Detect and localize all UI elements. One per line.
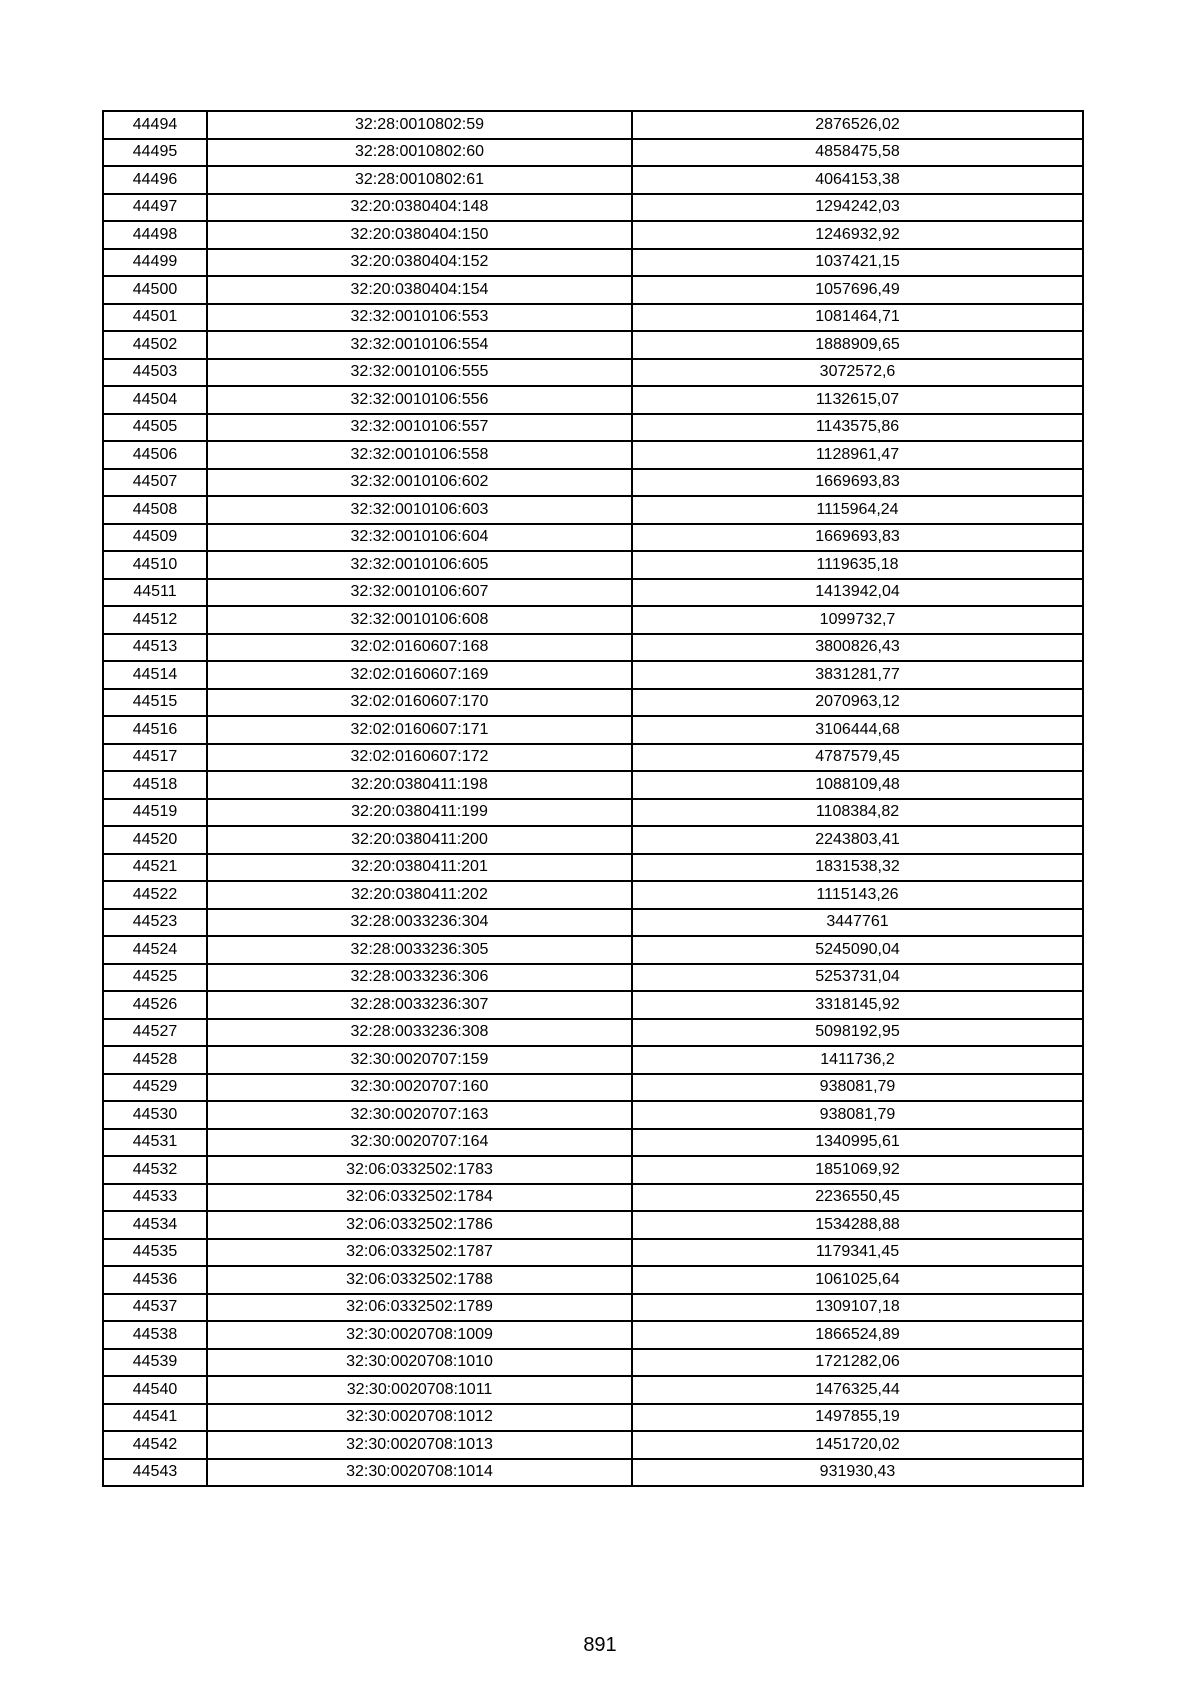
table-row <box>103 304 1083 332</box>
row-number-cell: 44538 <box>103 1321 207 1349</box>
cadastral-value-cell: 1179341,45 <box>632 1239 1083 1267</box>
row-number-cell: 44515 <box>103 689 207 717</box>
table-row <box>103 1074 1083 1102</box>
cadastral-value-cell: 1851069,92 <box>632 1156 1083 1184</box>
row-number-cell: 44520 <box>103 826 207 854</box>
row-number-cell: 44509 <box>103 524 207 552</box>
cadastral-value-cell: 1057696,49 <box>632 276 1083 304</box>
cadastral-value-cell: 1866524,89 <box>632 1321 1083 1349</box>
row-number-cell: 44531 <box>103 1129 207 1157</box>
cadastral-number-cell: 32:06:0332502:1787 <box>207 1239 632 1267</box>
row-number-cell: 44517 <box>103 744 207 772</box>
cadastral-value-cell: 1411736,2 <box>632 1046 1083 1074</box>
cadastral-value-cell: 1088109,48 <box>632 771 1083 799</box>
row-number-cell: 44537 <box>103 1294 207 1322</box>
table-row <box>103 386 1083 414</box>
cadastral-number-cell: 32:20:0380411:200 <box>207 826 632 854</box>
table-row <box>103 744 1083 772</box>
cadastral-number-cell: 32:32:0010106:555 <box>207 359 632 387</box>
cadastral-value-cell: 1451720,02 <box>632 1431 1083 1459</box>
table-row <box>103 1376 1083 1404</box>
cadastral-number-cell: 32:28:0010802:60 <box>207 139 632 167</box>
cadastral-value-cell: 931930,43 <box>632 1459 1083 1487</box>
cadastral-number-cell: 32:20:0380411:201 <box>207 854 632 882</box>
table-row <box>103 964 1083 992</box>
cadastral-number-cell: 32:20:0380404:152 <box>207 249 632 277</box>
cadastral-number-cell: 32:30:0020708:1012 <box>207 1404 632 1432</box>
cadastral-value-cell: 938081,79 <box>632 1074 1083 1102</box>
cadastral-value-cell: 1309107,18 <box>632 1294 1083 1322</box>
row-number-cell: 44543 <box>103 1459 207 1487</box>
row-number-cell: 44536 <box>103 1266 207 1294</box>
cadastral-number-cell: 32:06:0332502:1786 <box>207 1211 632 1239</box>
cadastral-value-cell: 2243803,41 <box>632 826 1083 854</box>
table-row <box>103 1156 1083 1184</box>
cadastral-value-cell: 1534288,88 <box>632 1211 1083 1239</box>
row-number-cell: 44497 <box>103 194 207 222</box>
cadastral-value-cell: 1081464,71 <box>632 304 1083 332</box>
cadastral-value-cell: 1128961,47 <box>632 441 1083 469</box>
cadastral-value-cell: 1669693,83 <box>632 524 1083 552</box>
cadastral-value-cell: 3447761 <box>632 909 1083 937</box>
row-number-cell: 44527 <box>103 1019 207 1047</box>
row-number-cell: 44502 <box>103 331 207 359</box>
cadastral-value-cell: 2236550,45 <box>632 1184 1083 1212</box>
table-row <box>103 1211 1083 1239</box>
cadastral-value-cell: 1246932,92 <box>632 221 1083 249</box>
cadastral-number-cell: 32:32:0010106:556 <box>207 386 632 414</box>
table-row <box>103 1239 1083 1267</box>
row-number-cell: 44516 <box>103 716 207 744</box>
row-number-cell: 44528 <box>103 1046 207 1074</box>
table-row <box>103 469 1083 497</box>
cadastral-value-cell: 2070963,12 <box>632 689 1083 717</box>
cadastral-number-cell: 32:32:0010106:607 <box>207 579 632 607</box>
table-row <box>103 249 1083 277</box>
cadastral-number-cell: 32:20:0380404:150 <box>207 221 632 249</box>
table-row <box>103 771 1083 799</box>
row-number-cell: 44494 <box>103 111 207 139</box>
cadastral-value-cell: 3106444,68 <box>632 716 1083 744</box>
row-number-cell: 44539 <box>103 1349 207 1377</box>
cadastral-number-cell: 32:30:0020707:159 <box>207 1046 632 1074</box>
row-number-cell: 44534 <box>103 1211 207 1239</box>
table-row <box>103 881 1083 909</box>
cadastral-value-cell: 1099732,7 <box>632 606 1083 634</box>
table-row <box>103 1404 1083 1432</box>
cadastral-number-cell: 32:28:0033236:305 <box>207 936 632 964</box>
cadastral-value-cell: 3318145,92 <box>632 991 1083 1019</box>
table-row <box>103 854 1083 882</box>
cadastral-value-cell: 1497855,19 <box>632 1404 1083 1432</box>
cadastral-number-cell: 32:30:0020708:1011 <box>207 1376 632 1404</box>
row-number-cell: 44510 <box>103 551 207 579</box>
row-number-cell: 44511 <box>103 579 207 607</box>
table-row <box>103 909 1083 937</box>
table-row <box>103 1266 1083 1294</box>
cadastral-value-cell: 5098192,95 <box>632 1019 1083 1047</box>
cadastral-value-cell: 2876526,02 <box>632 111 1083 139</box>
table-row <box>103 1431 1083 1459</box>
row-number-cell: 44506 <box>103 441 207 469</box>
row-number-cell: 44496 <box>103 166 207 194</box>
cadastral-number-cell: 32:02:0160607:168 <box>207 634 632 662</box>
row-number-cell: 44521 <box>103 854 207 882</box>
row-number-cell: 44504 <box>103 386 207 414</box>
cadastral-value-cell: 5245090,04 <box>632 936 1083 964</box>
cadastral-number-cell: 32:20:0380411:198 <box>207 771 632 799</box>
row-number-cell: 44499 <box>103 249 207 277</box>
cadastral-number-cell: 32:32:0010106:557 <box>207 414 632 442</box>
table-row <box>103 1184 1083 1212</box>
table-row <box>103 221 1083 249</box>
table-row <box>103 1019 1083 1047</box>
cadastral-value-cell: 1061025,64 <box>632 1266 1083 1294</box>
cadastral-value-table <box>102 110 1084 1487</box>
cadastral-value-cell: 4858475,58 <box>632 139 1083 167</box>
cadastral-value-cell: 5253731,04 <box>632 964 1083 992</box>
cadastral-value-cell: 1143575,86 <box>632 414 1083 442</box>
table-row <box>103 1321 1083 1349</box>
cadastral-value-cell: 3800826,43 <box>632 634 1083 662</box>
table-row <box>103 579 1083 607</box>
table-row <box>103 1459 1083 1487</box>
cadastral-number-cell: 32:28:0010802:61 <box>207 166 632 194</box>
row-number-cell: 44541 <box>103 1404 207 1432</box>
table-row <box>103 139 1083 167</box>
cadastral-number-cell: 32:20:0380411:199 <box>207 799 632 827</box>
cadastral-number-cell: 32:30:0020707:163 <box>207 1101 632 1129</box>
cadastral-value-cell: 1476325,44 <box>632 1376 1083 1404</box>
table-row <box>103 936 1083 964</box>
row-number-cell: 44526 <box>103 991 207 1019</box>
cadastral-value-cell: 1413942,04 <box>632 579 1083 607</box>
cadastral-number-cell: 32:06:0332502:1783 <box>207 1156 632 1184</box>
table-row <box>103 606 1083 634</box>
cadastral-number-cell: 32:20:0380404:154 <box>207 276 632 304</box>
table-row <box>103 991 1083 1019</box>
cadastral-number-cell: 32:32:0010106:608 <box>207 606 632 634</box>
table-row <box>103 1129 1083 1157</box>
table-row <box>103 716 1083 744</box>
cadastral-number-cell: 32:06:0332502:1788 <box>207 1266 632 1294</box>
table-row <box>103 689 1083 717</box>
table-row <box>103 661 1083 689</box>
table-row <box>103 826 1083 854</box>
row-number-cell: 44505 <box>103 414 207 442</box>
row-number-cell: 44519 <box>103 799 207 827</box>
cadastral-number-cell: 32:30:0020707:164 <box>207 1129 632 1157</box>
row-number-cell: 44503 <box>103 359 207 387</box>
page-number: 891 <box>583 1634 617 1656</box>
cadastral-value-cell: 1340995,61 <box>632 1129 1083 1157</box>
cadastral-number-cell: 32:32:0010106:602 <box>207 469 632 497</box>
row-number-cell: 44530 <box>103 1101 207 1129</box>
row-number-cell: 44523 <box>103 909 207 937</box>
table-row <box>103 166 1083 194</box>
cadastral-number-cell: 32:28:0033236:307 <box>207 991 632 1019</box>
table-body <box>103 111 1083 1486</box>
table-row <box>103 414 1083 442</box>
row-number-cell: 44540 <box>103 1376 207 1404</box>
cadastral-number-cell: 32:06:0332502:1784 <box>207 1184 632 1212</box>
cadastral-number-cell: 32:30:0020708:1010 <box>207 1349 632 1377</box>
row-number-cell: 44501 <box>103 304 207 332</box>
cadastral-number-cell: 32:32:0010106:605 <box>207 551 632 579</box>
cadastral-value-cell: 1115964,24 <box>632 496 1083 524</box>
cadastral-number-cell: 32:32:0010106:553 <box>207 304 632 332</box>
table-row <box>103 1294 1083 1322</box>
cadastral-value-cell: 1115143,26 <box>632 881 1083 909</box>
cadastral-number-cell: 32:28:0033236:308 <box>207 1019 632 1047</box>
cadastral-value-cell: 938081,79 <box>632 1101 1083 1129</box>
row-number-cell: 44525 <box>103 964 207 992</box>
cadastral-number-cell: 32:02:0160607:170 <box>207 689 632 717</box>
row-number-cell: 44508 <box>103 496 207 524</box>
cadastral-value-cell: 1037421,15 <box>632 249 1083 277</box>
row-number-cell: 44507 <box>103 469 207 497</box>
cadastral-number-cell: 32:28:0010802:59 <box>207 111 632 139</box>
cadastral-number-cell: 32:20:0380411:202 <box>207 881 632 909</box>
row-number-cell: 44518 <box>103 771 207 799</box>
cadastral-number-cell: 32:20:0380404:148 <box>207 194 632 222</box>
cadastral-number-cell: 32:32:0010106:603 <box>207 496 632 524</box>
row-number-cell: 44524 <box>103 936 207 964</box>
table-row <box>103 1046 1083 1074</box>
cadastral-number-cell: 32:30:0020708:1009 <box>207 1321 632 1349</box>
row-number-cell: 44512 <box>103 606 207 634</box>
table-row <box>103 359 1083 387</box>
cadastral-value-cell: 1132615,07 <box>632 386 1083 414</box>
table-row <box>103 276 1083 304</box>
cadastral-number-cell: 32:06:0332502:1789 <box>207 1294 632 1322</box>
table-row <box>103 634 1083 662</box>
cadastral-number-cell: 32:30:0020708:1013 <box>207 1431 632 1459</box>
table-row <box>103 496 1083 524</box>
row-number-cell: 44535 <box>103 1239 207 1267</box>
table-row <box>103 524 1083 552</box>
cadastral-value-cell: 1669693,83 <box>632 469 1083 497</box>
table-row <box>103 331 1083 359</box>
table-row <box>103 1349 1083 1377</box>
row-number-cell: 44532 <box>103 1156 207 1184</box>
row-number-cell: 44514 <box>103 661 207 689</box>
cadastral-value-cell: 3072572,6 <box>632 359 1083 387</box>
table-row <box>103 441 1083 469</box>
table-row <box>103 111 1083 139</box>
table-row <box>103 799 1083 827</box>
table-row <box>103 551 1083 579</box>
cadastral-number-cell: 32:02:0160607:171 <box>207 716 632 744</box>
cadastral-number-cell: 32:30:0020708:1014 <box>207 1459 632 1487</box>
cadastral-value-cell: 3831281,77 <box>632 661 1083 689</box>
cadastral-number-cell: 32:28:0033236:306 <box>207 964 632 992</box>
cadastral-value-cell: 1888909,65 <box>632 331 1083 359</box>
cadastral-value-cell: 1831538,32 <box>632 854 1083 882</box>
row-number-cell: 44529 <box>103 1074 207 1102</box>
cadastral-number-cell: 32:28:0033236:304 <box>207 909 632 937</box>
row-number-cell: 44522 <box>103 881 207 909</box>
cadastral-value-cell: 1294242,03 <box>632 194 1083 222</box>
cadastral-number-cell: 32:30:0020707:160 <box>207 1074 632 1102</box>
cadastral-number-cell: 32:02:0160607:169 <box>207 661 632 689</box>
row-number-cell: 44500 <box>103 276 207 304</box>
cadastral-number-cell: 32:32:0010106:604 <box>207 524 632 552</box>
row-number-cell: 44498 <box>103 221 207 249</box>
cadastral-number-cell: 32:02:0160607:172 <box>207 744 632 772</box>
table-row <box>103 194 1083 222</box>
cadastral-value-cell: 4064153,38 <box>632 166 1083 194</box>
cadastral-value-cell: 1721282,06 <box>632 1349 1083 1377</box>
cadastral-value-cell: 1108384,82 <box>632 799 1083 827</box>
table-row <box>103 1101 1083 1129</box>
cadastral-number-cell: 32:32:0010106:558 <box>207 441 632 469</box>
row-number-cell: 44513 <box>103 634 207 662</box>
cadastral-value-cell: 1119635,18 <box>632 551 1083 579</box>
row-number-cell: 44542 <box>103 1431 207 1459</box>
row-number-cell: 44495 <box>103 139 207 167</box>
row-number-cell: 44533 <box>103 1184 207 1212</box>
cadastral-value-cell: 4787579,45 <box>632 744 1083 772</box>
cadastral-number-cell: 32:32:0010106:554 <box>207 331 632 359</box>
